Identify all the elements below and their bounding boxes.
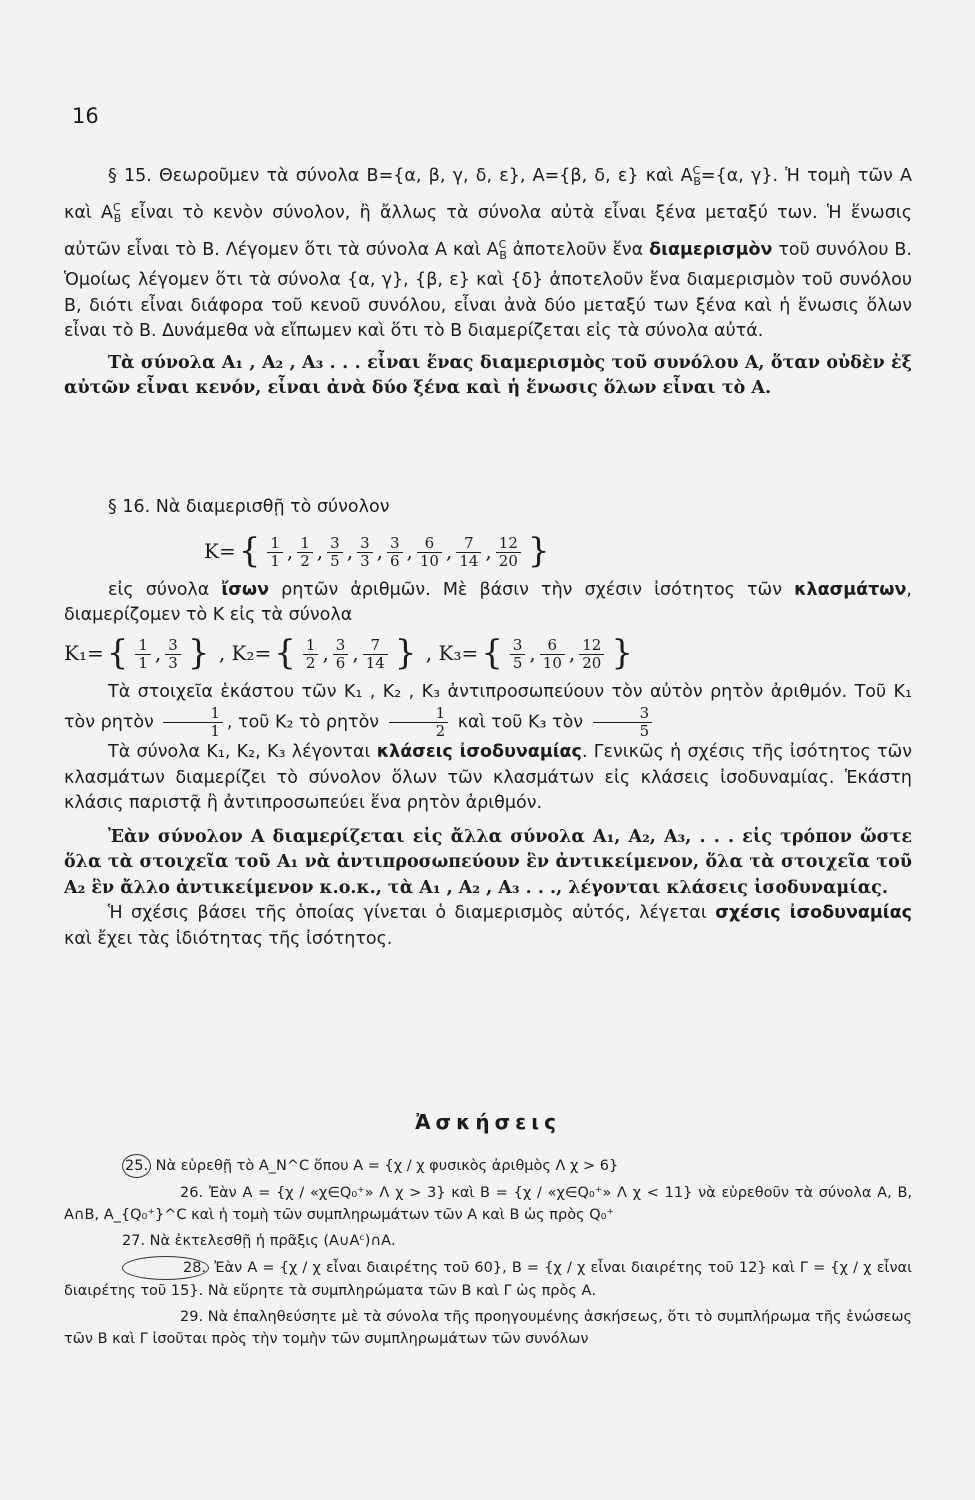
set-K-fraction: $\frac{3}{5}$ [327,535,343,570]
exercises-section [64,1110,912,1350]
comma: , [376,538,383,563]
set-K2-fraction: $\frac{7}{14}$ [363,637,388,672]
representatives-paragraph: Τὰ στοιχεῖα ἑκάστου τῶν Κ₁ , Κ₂ , Κ₃ ἀντιπροσωπεύουν τὸν αὐτὸν ρητὸν ἀριθμόν. Τοῦ Κ₁ τὸν ρητὸν $\frac{1}{1}$ , τοῦ Κ₂ τὸ ρητὸν $\frac{1}{2}$ καὶ τοῦ Κ₃ τὸν $\frac{3}{5}$ [64,681,912,740]
set-K-fraction: $\frac{6}{10}$ [417,535,442,570]
set-K-fraction: $\frac{12}{20}$ [496,535,521,570]
comma: , [529,640,536,665]
comma: , [316,538,324,563]
equivalence-classes-paragraph: Τὰ σύνολα Κ₁, Κ₂, Κ₃ λέγονται κλάσεις ἰσοδυναμίας. Γενικῶς ἡ σχέσις τῆς ἰσότητος τῶν κλασμάτων διαμερίζει τὸ σύνολον ὅλων τῶν κλασμάτων εἰς κλάσεις ἰσοδυναμίας. Ἑκάστη κλάσις παριστᾷ ἢ ἀντιπροσωπεύει ἕνα ρητὸν ἀριθμόν. [64,742,913,813]
set-K-fraction: $\frac{7}{14}$ [456,535,481,570]
section-16-intro: § 16. Νὰ διαμερισθῇ τὸ σύνολον [108,497,390,517]
comma: , [286,538,294,563]
equivalence-definition: Ἐὰν σύνολον Α διαμερίζεται εἰς ἄλλα σύνολα Α₁, Α₂, Α₃, . . . εἰς τρόπον ὥστε ὅλα τὰ στοιχεῖα τοῦ Α₁ νὰ ἀντιπροσωπεύουν ἓν ἀντικείμενον, ὅλα τὰ στοιχεῖα τοῦ Α₂ ἓν ἄλλο ἀντικείμενον κ.ο.κ., τὰ Α₁ , Α₂ , Α₃ . . ., λέγονται κλάσεις ἰσοδυναμίας. [64,826,912,898]
section-16 [64,495,912,952]
comma: , [154,640,162,665]
fraction-1-2: $\frac{1}{2}$ [389,705,449,740]
comma: , [568,640,576,665]
set-K-fraction: $\frac{1}{1}$ [267,535,283,570]
classes-paragraph: εἰς σύνολα ἴσων ρητῶν ἀριθμῶν. Μὲ βάσιν τὴν σχέσιν ἰσότητος τῶν κλασμάτων, διαμερίζομεν τὸ Κ εἰς τὰ σύνολα [64,579,912,625]
comma: , [322,640,329,665]
exercise-29: 29. Νὰ ἐπαληθεύσητε μὲ τὰ σύνολα τῆς προηγουμένης ἀσκήσεως, ὅτι τὸ συμπλήρωμα τῆς ἑνώσεως τῶν Β καὶ Γ ἰσοῦται πρὸς τὴν τομὴν τῶν συμπληρωμάτων τῶν συνόλων [64,1308,912,1347]
set-K: K={ $\frac{1}{1}$ , $\frac{1}{2}$ , $\frac{3}{5}$ , $\frac{3}{3}$ , $\frac{3}{6}$ , $\frac{6}{10}$ , $\frac{7}{14}$ , $\frac{12}{20}$ } [204,531,550,572]
set-K3-fraction: $\frac{6}{10}$ [540,637,565,672]
equivalence-relation-paragraph: Ἡ σχέσις βάσει τῆς ὁποίας γίνεται ὁ διαμερισμὸς αὐτός, λέγεται σχέσις ἰσοδυναμίας καὶ ἔχει τὰς ἰδιότητας τῆς ἰσότητος. [64,903,912,949]
set-K-fraction: $\frac{1}{2}$ [297,535,313,570]
exercises-title: Ἀσκήσεις [415,1110,561,1134]
comma: , [485,538,492,563]
page-number: 16 [72,104,99,128]
partition-definition: Τὰ σύνολα Α₁ , Α₂ , Α₃ . . . εἶναι ἕνας διαμερισμὸς τοῦ συνόλου Α, ὅταν οὐδὲν ἐξ αὐτῶν εἶναι κενόν, εἶναι ἀνὰ δύο ξένα καὶ ἡ ἕνωσις ὅλων εἶναι τὸ Α. [64,352,912,399]
exercise-28: 28. Ἐὰν Α = {χ / χ εἶναι διαιρέτης τοῦ 60}, Β = {χ / χ εἶναι διαιρέτης τοῦ 12} καὶ Γ = {χ / χ εἶναι διαιρέτης τοῦ 15}. Νὰ εὕρητε τὰ συμπληρώματα τῶν Β καὶ Γ ὡς πρὸς Α. [64,1256,912,1302]
exercise-25: 25. Νὰ εὑρεθῇ τὸ Α_N^C ὅπου Α = {χ / χ φυσικὸς ἀριθμὸς Λ χ > 6} [64,1154,912,1178]
set-K-fraction: $\frac{3}{3}$ [357,535,373,570]
set-K1-fraction: $\frac{1}{1}$ [135,637,151,672]
set-K2-fraction: $\frac{3}{6}$ [333,637,349,672]
comma: , [352,640,359,665]
set-K3-fraction: $\frac{3}{5}$ [510,637,526,672]
section-15-paragraph: § 15. Θεωροῦμεν τὰ σύνολα Β={α, β, γ, δ, ε}, Α={β, δ, ε} καὶ $A^C_B=\{\alpha$, γ}. Ἡ τομὴ τῶν Α καὶ $A^C_B$ εἶναι τὸ κενὸν σύνολον, ἢ ἄλλως τὰ σύνολα αὐτὰ εἶναι ξένα μεταξύ των. Ἡ ἕνωσις αὐτῶν εἶναι τὸ Β. Λέγομεν ὅτι τὰ σύνολα Α καὶ $A^C_B$ ἀποτελοῦν ἕνα διαμερισμὸν τοῦ συνόλου Β. Ὁμοίως λέγομεν ὅτι τὰ σύνολα {α, γ}, {β, ε} καὶ {δ} ἀποτελοῦν ἕνα διαμερισμὸν τοῦ συνόλου Β, διότι εἶναι διάφορα τοῦ κενοῦ συνόλου, εἶναι ἀνὰ δύο μεταξύ των ξένα καὶ ἡ ἕνωσις ὅλων εἶναι τὸ Β. Δυνάμεθα νὰ εἴπωμεν καὶ ὅτι τὸ Β διαμερίζεται εἰς τὰ σύνολα αὐτά. [64,164,913,342]
set-K-fraction: $\frac{3}{6}$ [387,535,403,570]
fraction-1-1: $\frac{1}{1}$ [163,705,223,740]
fraction-3-5: $\frac{3}{5}$ [593,705,653,740]
comma: , [346,538,354,563]
sets-K1-K2-K3: K₁={ $\frac{1}{1}$ , $\frac{3}{3}$ } , K₂={ $\frac{1}{2}$ , $\frac{3}{6}$ , $\frac{7}{14}$ } , K₃={ $\frac{3}{5}$ , $\frac{6}{10}$ , $\frac{12}{20}$ } [64,633,633,674]
comma: , [445,538,453,563]
set-K2-fraction: $\frac{1}{2}$ [303,637,319,672]
exercise-26: 26. Ἐὰν Α = {χ / «χ∈Q₀⁺» Λ χ > 3} καὶ Β = {χ / «χ∈Q₀⁺» Λ χ < 11} νὰ εὑρεθοῦν τὰ σύνολα Α, Β, Α∩Β, Α_{Q₀⁺}^C καὶ ἡ τομὴ τῶν συμπληρωμάτων τῶν Α καὶ Β ὡς πρὸς Q₀⁺ [64,1184,913,1223]
comma: , [406,538,413,563]
set-K1-fraction: $\frac{3}{3}$ [165,637,181,672]
exercise-27: 27. Νὰ ἐκτελεσθῇ ἡ πρᾶξις (Α∪Αᶜ)∩Α. [122,1232,396,1249]
section-15 [64,158,912,402]
set-K3-fraction: $\frac{12}{20}$ [579,637,604,672]
